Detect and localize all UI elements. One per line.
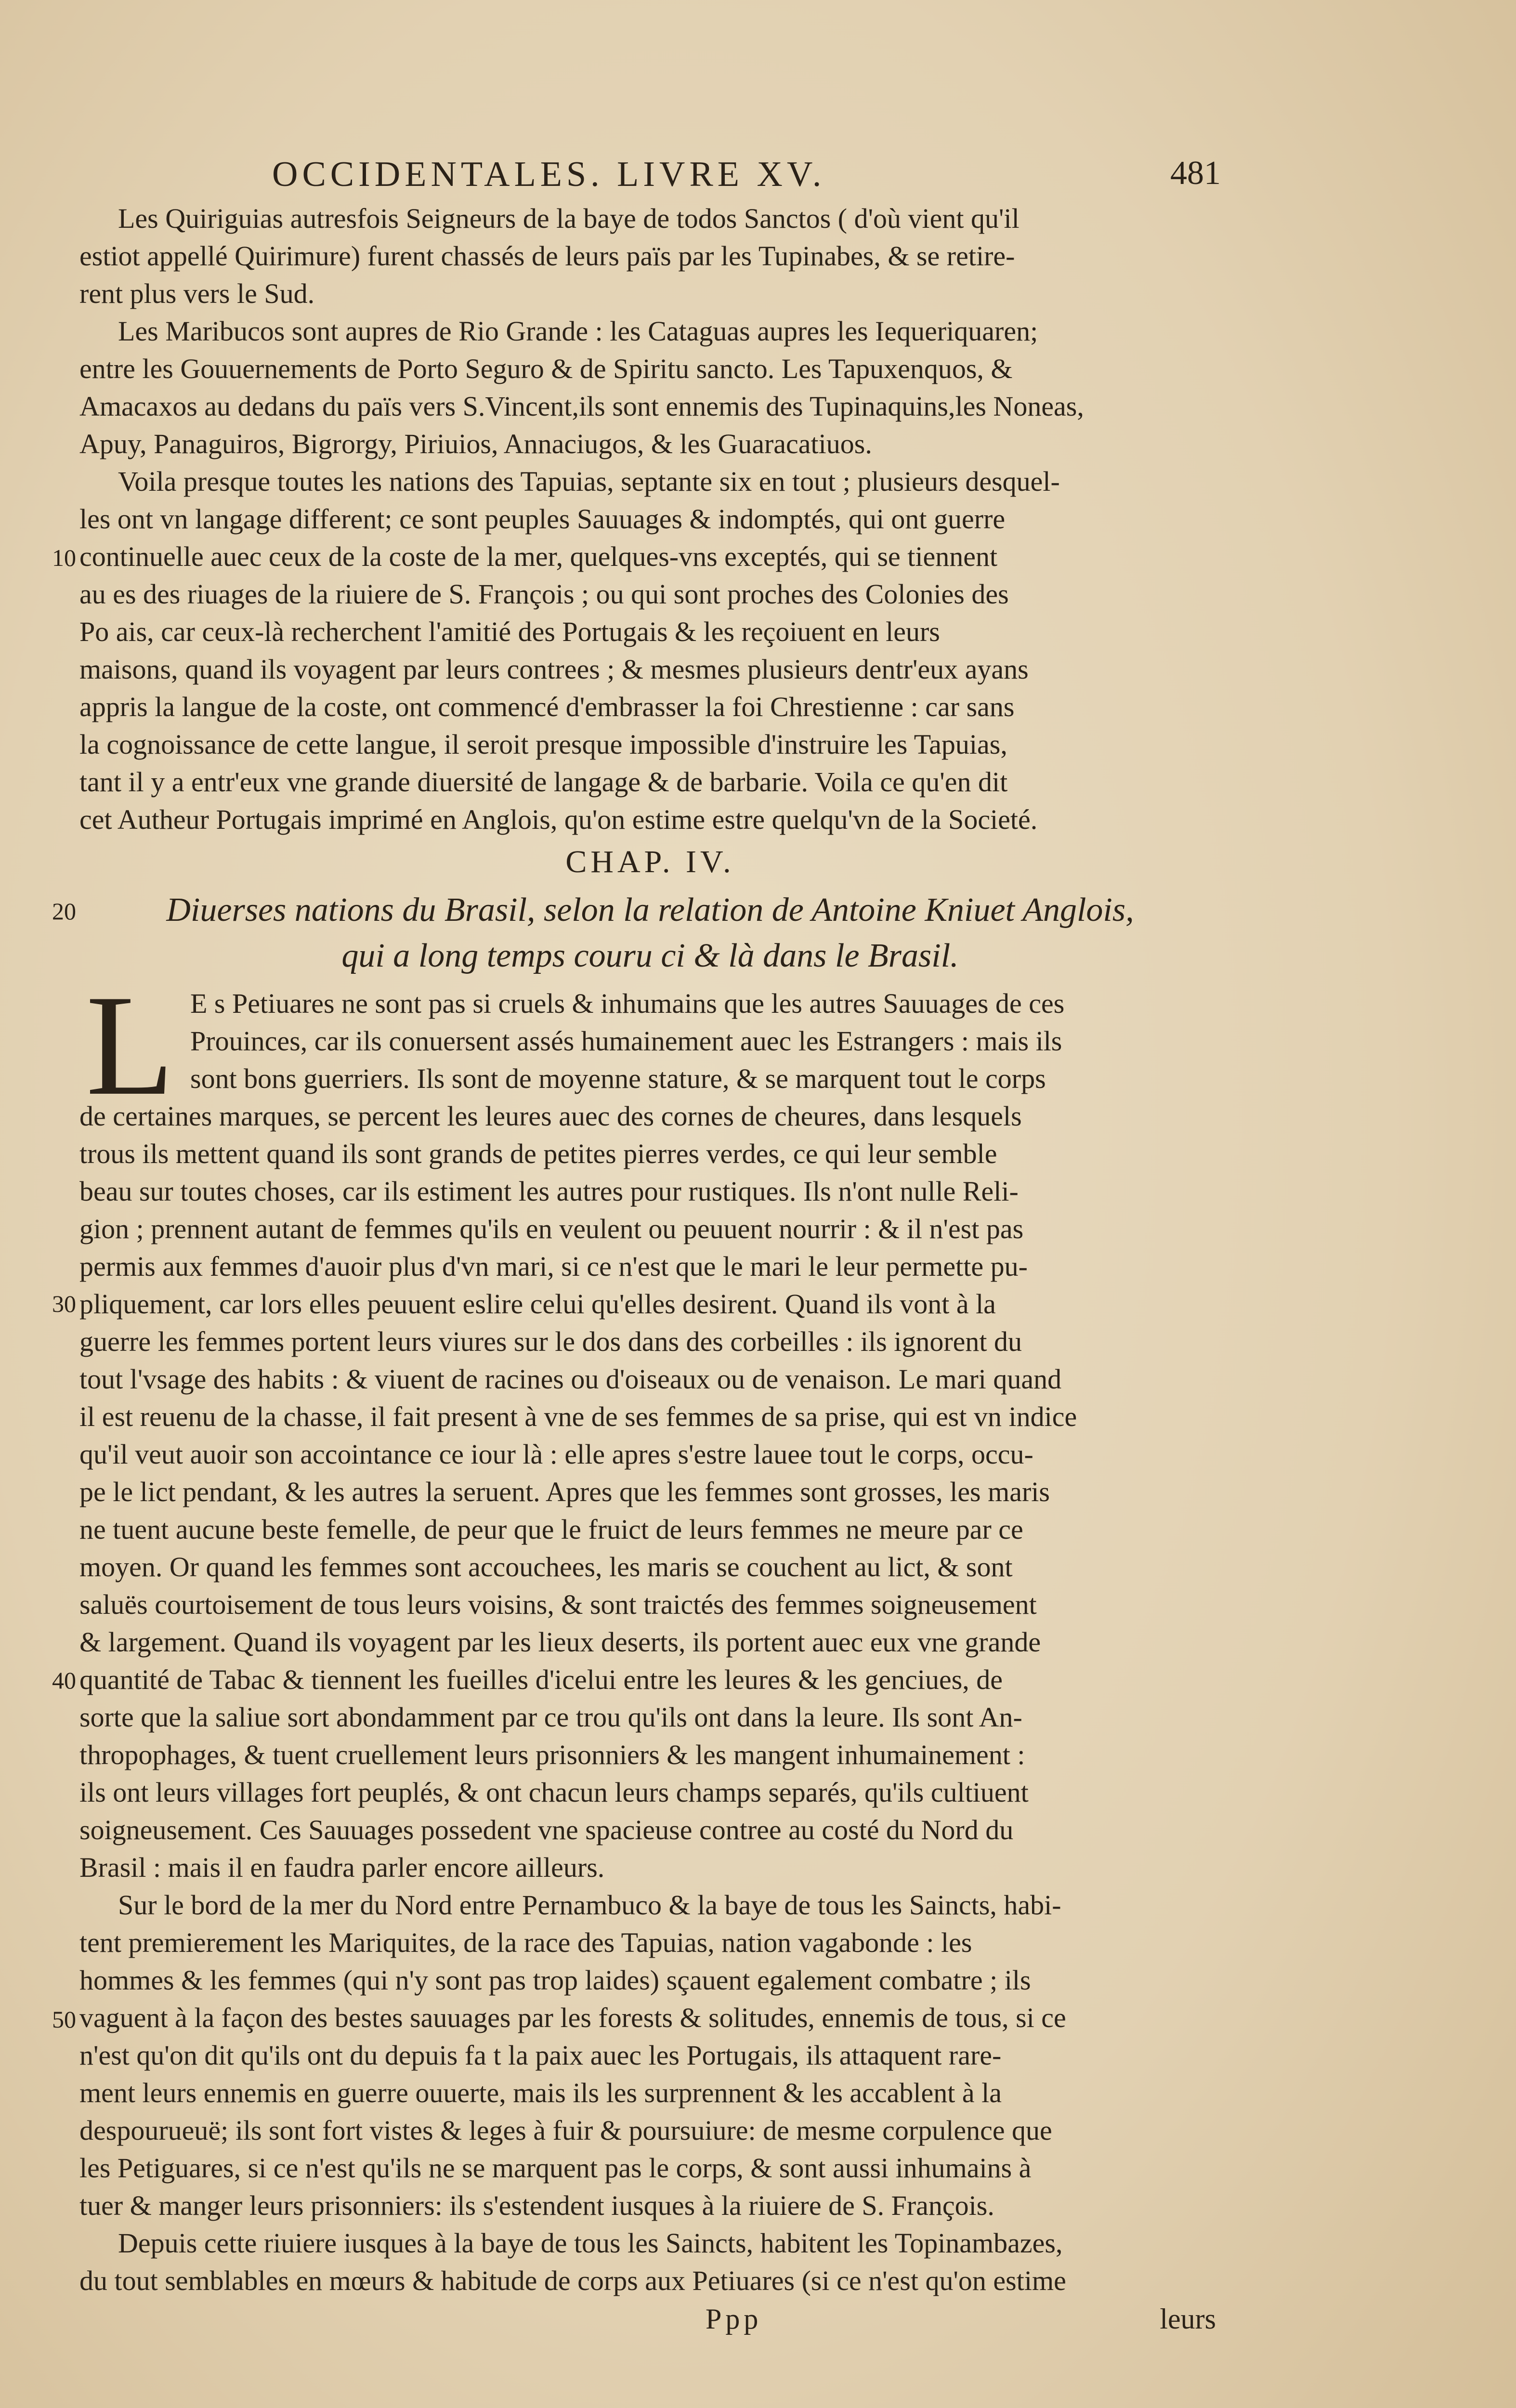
text-line: il est reuenu de la chasse, il fait present à vne de ses femmes de sa prise, qui est vn indice (79, 1401, 1077, 1432)
text-line: & largement. Quand ils voyagent par les lieux deserts, ils portent auec eux vne grande (79, 1626, 1041, 1658)
text-block (79, 144, 1221, 2341)
text-line: tout l'vsage des habits : & viuent de racines ou d'oiseaux ou de venaison. Le mari quand (79, 1363, 1062, 1395)
text-line: quantité de Tabac & tiennent les fueilles d'icelui entre les leures & les genciues, de (79, 1664, 1003, 1695)
text-line: sorte que la saliue sort abondamment par ce trou qu'ils ont dans la leure. Ils sont An- (79, 1701, 1022, 1733)
text-line: guerre les femmes portent leurs viures sur le dos dans des corbeilles : ils ignorent du (79, 1326, 1022, 1357)
text-line: permis aux femmes d'auoir plus d'vn mari, si ce n'est que le mari le leur permette pu- (79, 1251, 1028, 1282)
text-line: Les Maribucos sont aupres de Rio Grande : les Cataguas aupres les Iequeriquaren; (118, 315, 1038, 347)
text-line: saluës courtoisement de tous leurs voisins, & sont traictés des femmes soigneusement (79, 1589, 1037, 1620)
text-line: Voila presque toutes les nations des Tapuias, septante six en tout ; plusieurs desquel- (118, 466, 1060, 497)
margin-line-number: 50 (52, 2006, 76, 2033)
text-line: E s Petiuares ne sont pas si cruels & inhumains que les autres Sauuages de ces (190, 988, 1065, 1019)
text-line: qu'il veut auoir son accointance ce iour là : elle apres s'estre lauee tout le corps, occu- (79, 1439, 1033, 1470)
text-line: thropophages, & tuent cruellement leurs prisonniers & les mangent inhumainement : (79, 1739, 1025, 1770)
text-line: appris la langue de la coste, ont commencé d'embrasser la foi Chrestienne : car sans (79, 691, 1015, 722)
chapter-title-line-2: qui a long temps couru ci & là dans le Brasil. (341, 937, 959, 974)
catchword: leurs (1160, 2303, 1216, 2335)
chapter-title-line-1: Diuerses nations du Brasil, selon la relation de Antoine Kniuet Anglois, (166, 891, 1134, 929)
text-line: ne tuent aucune beste femelle, de peur que le fruict de leurs femmes ne meure par ce (79, 1514, 1023, 1545)
text-line: continuelle auec ceux de la coste de la mer, quelques-vns exceptés, qui se tiennent (79, 541, 998, 572)
text-line: de certaines marques, se percent les leures auec des cornes de cheures, dans lesquels (79, 1100, 1022, 1132)
margin-line-number: 40 (52, 1667, 76, 1694)
catchword-line (79, 2300, 1221, 2338)
text-line: au es des riuages de la riuiere de S. François ; ou qui sont proches des Colonies des (79, 578, 1009, 610)
text-line: tuer & manger leurs prisonniers: ils s'estendent iusques à la riuiere de S. François. (79, 2190, 994, 2221)
text-line: la cognoissance de cette langue, il seroit presque impossible d'instruire les Tapuias, (79, 729, 1007, 760)
text-line: n'est qu'on dit qu'ils ont du depuis fa t la paix auec les Portugais, ils attaquent rare- (79, 2040, 1002, 2071)
text-line: despourueuë; ils sont fort vistes & leges à fuir & poursuiure: de mesme corpulence que (79, 2115, 1052, 2146)
chapter-heading: CHAP. IV. (565, 844, 735, 879)
text-line: Amacaxos au dedans du païs vers S.Vincent,ils sont ennemis des Tupinaquins,les Noneas, (79, 391, 1084, 422)
text-line: Sur le bord de la mer du Nord entre Pernambuco & la baye de tous les Saincts, habi- (118, 1889, 1061, 1921)
text-line: beau sur toutes choses, car ils estiment les autres pour rustiques. Ils n'ont nulle Reli- (79, 1176, 1019, 1207)
running-head (79, 144, 1221, 193)
text-line: pliquement, car lors elles peuuent eslire celui qu'elles desirent. Quand ils vont à la (79, 1288, 996, 1320)
signature-mark: Ppp (706, 2303, 762, 2335)
text-line: Prouinces, car ils conuersent assés humainement auec les Estrangers : mais ils (190, 1025, 1062, 1057)
text-line: entre les Gouuernements de Porto Seguro & de Spiritu sancto. Les Tapuxenquos, & (79, 353, 1013, 384)
text-line: les ont vn langage different; ce sont peuples Sauuages & indomptés, qui ont guerre (79, 503, 1006, 535)
text-line: sont bons guerriers. Ils sont de moyenne stature, & se marquent tout le corps (190, 1063, 1046, 1094)
margin-line-number: 10 (52, 544, 76, 571)
text-line: hommes & les femmes (qui n'y sont pas trop laides) sçauent egalement combatre ; ils (79, 1964, 1031, 1996)
margin-line-number: 30 (52, 1290, 76, 1317)
text-line: Po ais, car ceux-là recherchent l'amitié des Portugais & les reçoiuent en leurs (79, 616, 940, 647)
folio-number: 481 (1170, 155, 1221, 192)
text-line: les Petiguares, si ce n'est qu'ils ne se marquent pas le corps, & sont aussi inhumains à (79, 2152, 1032, 2184)
text-line: vaguent à la façon des bestes sauuages par les forests & solitudes, ennemis de tous, si ce (79, 2002, 1066, 2033)
text-line: rent plus vers le Sud. (79, 278, 315, 309)
text-line: maisons, quand ils voyagent par leurs contrees ; & mesmes plusieurs dentr'eux ayans (79, 654, 1029, 685)
text-line: soigneusement. Ces Sauuages possedent vne spacieuse contree au costé du Nord du (79, 1814, 1014, 1845)
text-line: trous ils mettent quand ils sont grands de petites pierres verdes, ce qui leur semble (79, 1138, 997, 1169)
text-line: tent premierement les Mariquites, de la race des Tapuias, nation vagabonde : les (79, 1927, 972, 1958)
drop-cap-letter: L (86, 965, 174, 1125)
text-line: Depuis cette riuiere iusques à la baye de tous les Saincts, habitent les Topinambazes, (118, 2227, 1063, 2259)
text-line: ment leurs ennemis en guerre ouuerte, mais ils les surprennent & les accablent à la (79, 2077, 1002, 2108)
text-line: moyen. Or quand les femmes sont accouchees, les maris se couchent au lict, & sont (79, 1551, 1013, 1583)
text-line: tant il y a entr'eux vne grande diuersité de langage & de barbarie. Voila ce qu'en dit (79, 766, 1008, 798)
text-line: ils ont leurs villages fort peuplés, & ont chacun leurs champs separés, qu'ils cultiuent (79, 1777, 1029, 1808)
text-line: Les Quiriguias autresfois Seigneurs de la baye de todos Sanctos ( d'où vient qu'il (118, 203, 1019, 234)
text-line: cet Autheur Portugais imprimé en Anglois, qu'on estime estre quelqu'vn de la Societé. (79, 804, 1038, 835)
text-line: Brasil : mais il en faudra parler encore ailleurs. (79, 1852, 605, 1883)
text-line: gion ; prennent autant de femmes qu'ils en veulent ou peuuent nourrir : & il n'est pas (79, 1213, 1024, 1244)
text-line: pe le lict pendant, & les autres la seruent. Apres que les femmes sont grosses, les maris (79, 1476, 1050, 1507)
text-line: Apuy, Panaguiros, Bigrorgy, Piriuios, Annaciugos, & les Guaracatiuos. (79, 428, 872, 459)
text-line: estiot appellé Quirimure) furent chassés de leurs païs par les Tupinabes, & se retire- (79, 240, 1015, 272)
margin-line-number: 20 (52, 898, 76, 925)
running-head-title: OCCIDENTALES. LIVRE XV. (272, 155, 826, 194)
text-line: du tout semblables en mœurs & habitude de corps aux Petiuares (si ce n'est qu'on estime (79, 2265, 1066, 2296)
